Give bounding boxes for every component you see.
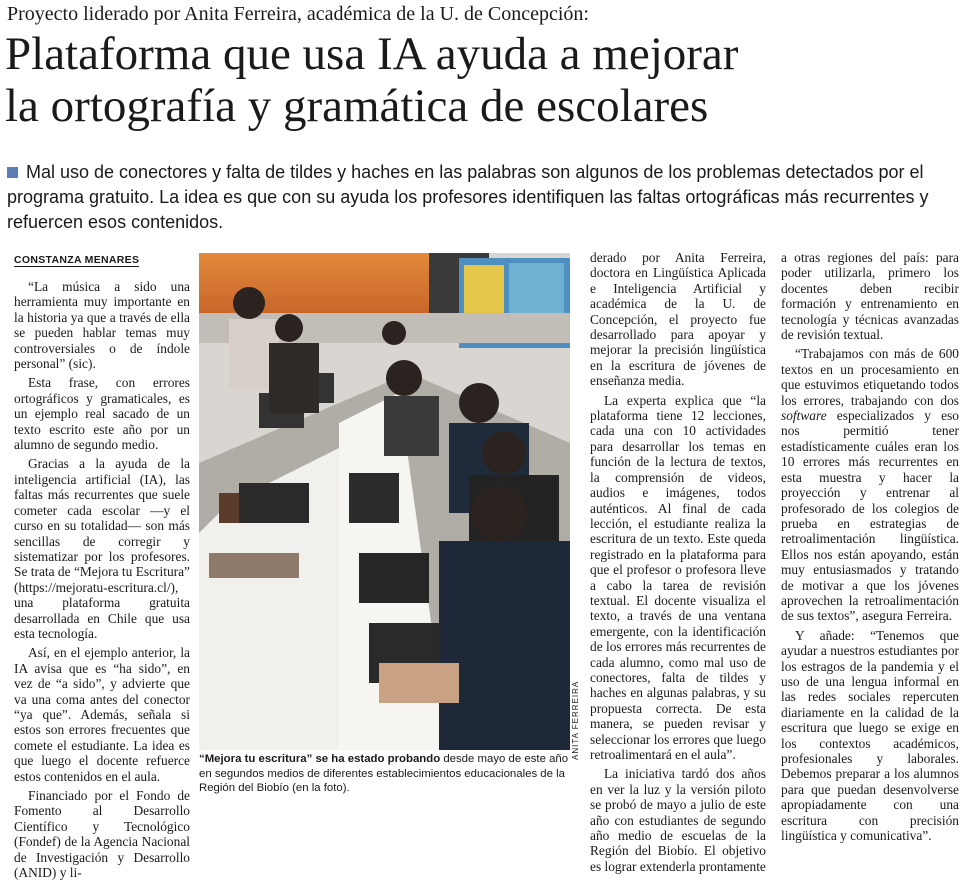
caption-text: desde mayo de este año en segundos medios de diferentes establecimientos educacionales de la Región del Biobío (en la foto). — [199, 753, 569, 794]
paragraph: “La música a sido una herramienta muy importante en la historia ya que a través de ella se pueden hablar temas muy controversiales o de índole personal” (sic). — [14, 279, 190, 372]
paragraph: La experta explica que “la plataforma tiene 12 lecciones, cada una con 10 actividades para desarrollar los temas en función de la lectura de textos, la comprensión de videos, audios e imágenes, todos auténticos. Al final de cada lección, el estudiante realiza la escritura de un texto. Este queda registrado en la plataforma para que el profesor o profesora lleve a cabo la tarea de revisión textual. El docente visualiza el texto, a través de una ventana emergente, con la identificación de los errores más recurrentes de cada alumno, como mal uso de conectores, falta de tildes y haches en algunas palabras, y su propuesta correcta. De esta manera, se pueden revisar y seleccionar los errores que luego retroalimentará en el aula”. — [590, 392, 766, 762]
photo-credit: ANITA FERREIRA — [571, 680, 580, 760]
headline-line-1: Plataforma que usa IA ayuda a mejorar — [5, 28, 739, 80]
classroom-photo — [199, 253, 570, 750]
paragraph — [781, 346, 959, 623]
column-1 — [14, 279, 190, 884]
headline — [5, 28, 960, 132]
caption-bold: “Mejora tu escritura” se ha estado probando — [199, 753, 441, 765]
headline-line-2: la ortografía y gramática de escolares — [5, 80, 709, 132]
paragraph: La iniciativa tardó dos años en ver la luz y la versión piloto se probó de mayo a julio de este año con estudiantes de segundo año medio de escuelas de la Región del Biobío. El objetivo es lograr extenderla prontamente — [590, 766, 766, 874]
paragraph: Así, en el ejemplo anterior, la IA avisa que es “ha sido”, en vez de “a sido”, y advierte que va una coma antes del conector “ya que”. Además, señala si estos son errores frecuentes que comete el estudiante. La idea es que luego el docente refuerce estos contenidos en el aula. — [14, 645, 190, 784]
paragraph: a otras regiones del país: para poder utilizarla, primero los docentes deben recibir formación y entrenamiento en tecnología y técnicas avanzadas de revisión textual. — [781, 250, 959, 343]
paragraph: Y añade: “Tenemos que ayudar a nuestros estudiantes por los estragos de la pandemia y el uso de una lengua informal en las redes sociales repercuten diariamente en la calidad de la escritura que luego se exige en los contextos académicos, profesionales y laborales. Debemos preparar a los alumnos para que puedan desenvolverse apropiadamente con una escritura con precisión lingüística y comunicativa”. — [781, 627, 959, 844]
lead-text: Mal uso de conectores y falta de tildes y haches en las palabras son algunos de los problemas detectados por el programa gratuito. La idea es que con su ayuda los profesores identifiquen las faltas ortográficas más recurrentes y refuercen esos contenidos. — [7, 162, 929, 232]
byline: CONSTANZA MENARES — [14, 254, 140, 266]
paragraph: derado por Anita Ferreira, doctora en Lingüística Aplicada e Inteligencia Artificial y académica de la U. de Concepción, el proyecto fue desarrollado para apoyar y mejorar la precisión lingüística en la escritura de jóvenes de enseñanza media. — [590, 250, 766, 389]
paragraph: Gracias a la ayuda de la inteligencia artificial (IA), las faltas más recurrentes que suele cometer cada escolar —y el curso en su totalidad— son más sencillas de corregir y sistematizar por los profesores. Se trata de “Mejora tu Escritura” (https://mejoratu-escritura.cl/), una plataforma gratuita desarrollada en Chile que usa esta tecnología. — [14, 456, 190, 641]
photo-caption — [199, 752, 575, 796]
paragraph: Esta frase, con errores ortográficos y gramaticales, es un ejemplo real sacado de un texto escrito este año por un alumno de segundo medio. — [14, 375, 190, 453]
kicker: Proyecto liderado por Anita Ferreira, académica de la U. de Concepción: — [7, 3, 589, 25]
italic-word: software — [781, 408, 827, 424]
text-run: “Trabajamos con más de 600 textos en un procesamiento en que estuvimos etiquetando todos los errores, trabajando con dos — [781, 346, 959, 408]
column-3 — [590, 250, 766, 878]
square-bullet-icon — [7, 167, 18, 178]
text-run: especializados y eso nos permitió tener estadísticamente cuáles eran los 10 errores más recurrentes en esta muestra y hacer la proyección y entrenar al profesorado de los colegios de prueba en estrategias de retroalimentación lingüística. Ellos nos están apoyando, están muy entusiasmados y tratando de motivar a que los jóvenes aprovechen la retroalimentación de sus textos”, asegura Ferreira. — [781, 408, 959, 624]
lead-paragraph — [7, 160, 957, 235]
column-4 — [781, 250, 959, 847]
paragraph: Financiado por el Fondo de Fomento al Desarrollo Científico y Tecnológico (Fondef) de la Agencia Nacional de Investigación y Desarrollo (ANID) y li- — [14, 788, 190, 881]
